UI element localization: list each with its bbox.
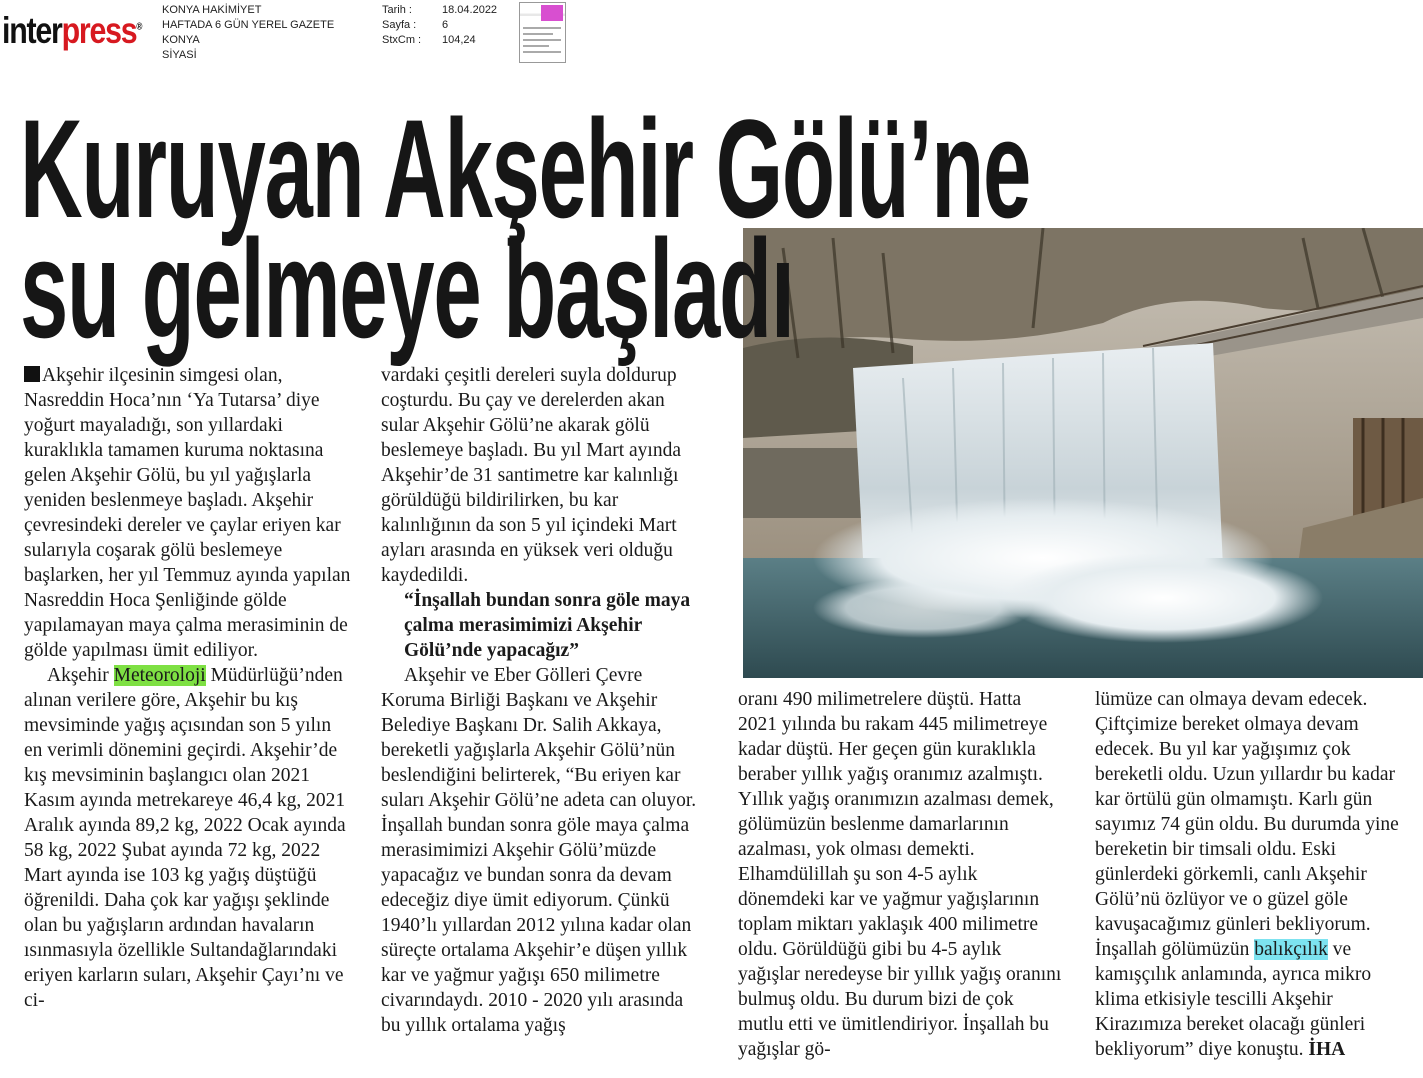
paragraph: oranı 490 milimetrelere düştü. Hatta 2021 yılında bu rakam 445 milimetreye kadar düştü. Her geçen gün kuraklıkla beraber yıllık yağış oranımız azalmıştı. Yıllık yağış oranımızın azalması demek, gölümüzün beslenme damarlarının azalması, yok olması demekti. Elhamdülillah şu son 4-5 aylık dönemdeki kar ve yağmur yağışlarının toplam miktarı yaklaşık 400 milimetre oldu. Görüldüğü gibi bu 4-5 aylık yağışlar neredeyse bir yıllık yağış oranını bulmuş oldu. Bu durum bizi de çok mutlu etti ve ümitlendiriyor. İnşallah bu yağışlar gö- xyxy=(738,689,1062,1060)
paragraph: vardaki çeşitli dereleri suyla doldurup coşturdu. Bu çay ve derelerden akan sular Akşehir Gölü’ne akarak gölü beslemeye başladı. Bu yıl Mart ayında Akşehir’de 31 santimetre kar kalınlığı görüldüğü bildirilirken, bu kar kalınlığının da son 5 yıl içindeki Mart ayları arasında en yüksek veri olduğu kaydedildi. xyxy=(381,365,682,586)
meta-key: Sayfa : xyxy=(382,19,417,31)
paragraph-text: ve kamışçılık anlamında, ayrıca mikro klima etkisiyle tescilli Akşehir Kirazımıza bereket olacağı günleri bekliyorum” diye konuştu. xyxy=(1095,939,1372,1060)
publication-city: KONYA xyxy=(162,34,200,46)
paragraph xyxy=(24,663,354,1013)
publication-name: KONYA HAKİMİYET xyxy=(162,4,262,16)
waterfall-photo xyxy=(743,228,1423,678)
logo-main: inter xyxy=(2,10,62,51)
thumbnail-highlight xyxy=(541,5,563,21)
thumbnail-line xyxy=(523,33,553,35)
paragraph-text: Müdürlüğü’nden alınan verilere göre, Akşehir bu kış mevsiminde yağış açısından son 5 yılın en verimli dönemini geçirdi. Akşehir’de kış mevsiminin başlangıcı olan 2021 Kasım ayında metrekareye 46,4 kg, 2021 Aralık ayında 89,2 kg, 2022 Ocak ayında 58 kg, 2022 Şubat ayında 72 kg, 2022 Mart ayında ise 103 kg yağış düştüğü öğrenildi. Daha çok kar yağışı şeklinde olan bu yağışların ardından havaların ısınmasıyla özellikle Sultandağlarındaki eriyen karların suları, Akşehir Çayı’nı ve ci- xyxy=(24,665,346,1011)
meta-row-stxcm xyxy=(382,33,497,48)
highlighted-keyword: balıkçılık xyxy=(1254,939,1328,960)
headline-line-2: su gelmeye başladı xyxy=(20,210,794,367)
meta-value: 6 xyxy=(442,19,449,31)
meta-row-page xyxy=(382,18,497,33)
thumbnail-line xyxy=(523,51,561,53)
paragraph-text: lümüze can olmaya devam edecek. Çiftçimize bereket olmaya devam edecek. Bu yıl kar yağışımız çok bereketli oldu. Uzun yıllardır bu kadar kar örtülü gün olmamıştı. Karlı gün sayımız 74 gün oldu. Bu durumda yine bereketin bir timsali oldu. Eski günlerdeki görkemli, canlı Akşehir Gölü’nü özlüyor ve o güzel göle kavuşacağımız günleri bekliyorum. İnşallah gölümüzün xyxy=(1095,689,1399,960)
publication-info xyxy=(162,3,334,63)
article-column-2 xyxy=(381,363,706,1038)
paragraph xyxy=(24,363,354,663)
meta-row-date xyxy=(382,3,497,18)
article-column-3 xyxy=(738,687,1063,1062)
subheading: “İnşallah bundan sonra göle maya çalma merasimimizi Akşehir Gölü’nde yapacağız” xyxy=(404,590,691,661)
paragraph-text: Akşehir xyxy=(47,665,114,686)
paragraph-text: Akşehir ilçesinin simgesi olan, Nasreddin Hoca’nın ‘Ya Tutarsa’ diye yoğurt mayaladığı, son yıllardaki kuraklıkla tamamen kuruma noktasına gelen Akşehir Gölü, bu yıl yağışlarla yeniden beslenmeye başladı. Akşehir çevresindeki dereler ve çaylar eriyen kar sularıyla coşarak gölü beslemeye başlarken, her yıl Temmuz ayında yapılan Nasreddin Hoca Şenliğinde gölde yapılamayan maya çalma merasiminin de gölde yapılması ümit ediliyor. xyxy=(24,365,351,661)
publication-frequency: HAFTADA 6 GÜN YEREL GAZETE xyxy=(162,19,335,31)
article-column-1 xyxy=(24,363,354,1013)
meta-value: 104,24 xyxy=(442,34,476,46)
highlighted-keyword: Meteoroloji xyxy=(113,665,206,686)
publication-section: SİYASİ xyxy=(162,49,197,61)
meta-key: StxCm : xyxy=(382,34,422,46)
meta-key: Tarih : xyxy=(382,4,412,16)
headline-line-1: Kuruyan Akşehir Gölü’ne xyxy=(20,90,1031,247)
agency-signature: İHA xyxy=(1308,1039,1346,1060)
clipping-meta xyxy=(382,3,497,48)
logo-mark: ® xyxy=(136,21,143,33)
interpress-logo xyxy=(2,10,142,52)
meta-value: 18.04.2022 xyxy=(442,4,498,16)
paragraph: Akşehir ve Eber Gölleri Çevre Koruma Birliği Başkanı ve Akşehir Belediye Başkanı Dr. Salih Akkaya, bereketli yağışlarla Akşehir Gölü’nün beslendiğini belirterek, “Bu eriyen kar suları Akşehir Gölü’ne adeta can oluyor. İnşallah bundan sonra göle maya çalma merasimimizi Akşehir Gölü’müzde yapacağız ve bundan sonra da devam edeceğiz diye ümit ediyorum. Çünkü 1940’lı yıllardan 2012 yılına kadar olan süreçte ortalama Akşehir’e düşen yıllık kar ve yağmur yağışı 650 milimetre civarındaydı. 2010 - 2020 yılı arasında bu yıllık ortalama yağış xyxy=(381,665,697,1036)
thumbnail-line xyxy=(523,27,561,29)
logo-accent: press xyxy=(61,10,137,51)
thumbnail-line xyxy=(523,45,549,47)
page-thumbnail[interactable] xyxy=(519,2,566,63)
thumbnail-line xyxy=(523,39,561,41)
paragraph xyxy=(1095,687,1420,1062)
article-column-4 xyxy=(1095,687,1420,1062)
